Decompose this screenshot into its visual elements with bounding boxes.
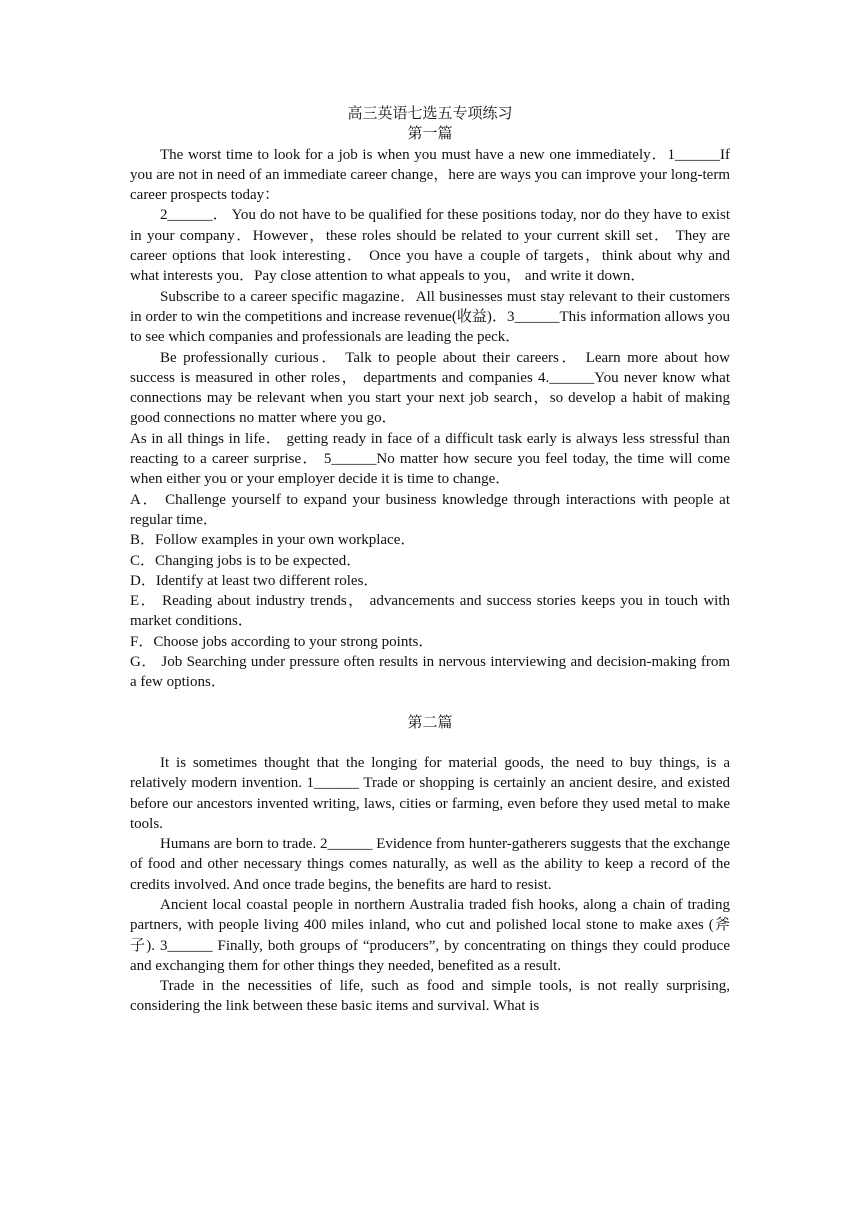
spacer [130,693,730,713]
section-2-paragraph-2: Humans are born to trade. 2______ Evidence from hunter-gatherers suggests that the exchange of food and other necessary things comes naturally, as well as the ability to keep a record of the credits involved. And once trade begins, the benefits are hard to resist. [130,836,730,893]
option-a: A． Challenge yourself to expand your business knowledge through interactions with people at regular time． [130,491,730,528]
option-g: G． Job Searching under pressure often results in nervous interviewing and decision-making from a few options． [130,654,730,691]
option-e: E． Reading about industry trends， advancements and success stories keeps you in touch with market conditions． [130,593,730,630]
section-1-paragraph-1: The worst time to look for a job is when you must have a new one immediately．1______If you are not in need of an immediate career change，here are ways you can improve your long-term career prospects today： [130,146,730,204]
section-2-paragraph-4: Trade in the necessities of life, such as food and simple tools, is not really surprising, considering the link between these basic items and survival. What is [130,978,730,1015]
option-b: B．Follow examples in your own workplace． [130,532,416,549]
section-1-paragraph-4: Be professionally curious． Talk to people about their careers． Learn more about how success is measured in other roles， departments and companies 4.______You never know what connections may be relevant when you start your next job search，so develop a habit of making good connections no matter where you go． [130,349,730,427]
section-1-paragraph-3: Subscribe to a career specific magazine．All businesses must stay relevant to their customers in order to win the competitions and increase revenue(收益)．3______This information allows you to see which companies and professionals are leading the peck． [130,288,730,346]
section-1-heading: 第一篇 [407,126,453,143]
option-c: C．Changing jobs is to be expected． [130,552,362,569]
spacer [130,733,730,753]
section-2-paragraph-1: It is sometimes thought that the longing for material goods, the need to buy things, is a relatively modern invention. 1______ Trade or shopping is certainly an ancient desire, and existed before our ancestors invented writing, laws, cities or farming, even before they used metal to make tools. [130,754,730,832]
section-2-heading: 第二篇 [407,714,453,731]
section-1-paragraph-5: As in all things in life． getting ready in face of a difficult task early is always less stressful than reacting to a career surprise． 5______No matter how secure you feel today, the time will come when either you or your employer decide it is time to change． [130,430,730,488]
option-f: F．Choose jobs according to your strong points． [130,633,434,650]
document-page [130,104,730,1017]
section-2-paragraph-3: Ancient local coastal people in northern Australia traded fish hooks, along a chain of trading partners, with people living 400 miles inland, who cut and polished local stone to make axes (斧子). 3______ Finally, both groups of “producers”, by concentrating on things they could produce and exchanging them for other things they needed, benefited as a result. [130,896,730,974]
option-d: D．Identify at least two different roles． [130,572,379,589]
document-title: 高三英语七选五专项练习 [347,106,513,122]
section-1-paragraph-2: 2______． You do not have to be qualified for these positions today, nor do they have to exist in your company．However，these roles should be related to your current skill set． They are career options that look interesting． Once you have a couple of targets，think about why and what interests you．Pay close attention to what appeals to you， and write it down． [130,207,730,285]
